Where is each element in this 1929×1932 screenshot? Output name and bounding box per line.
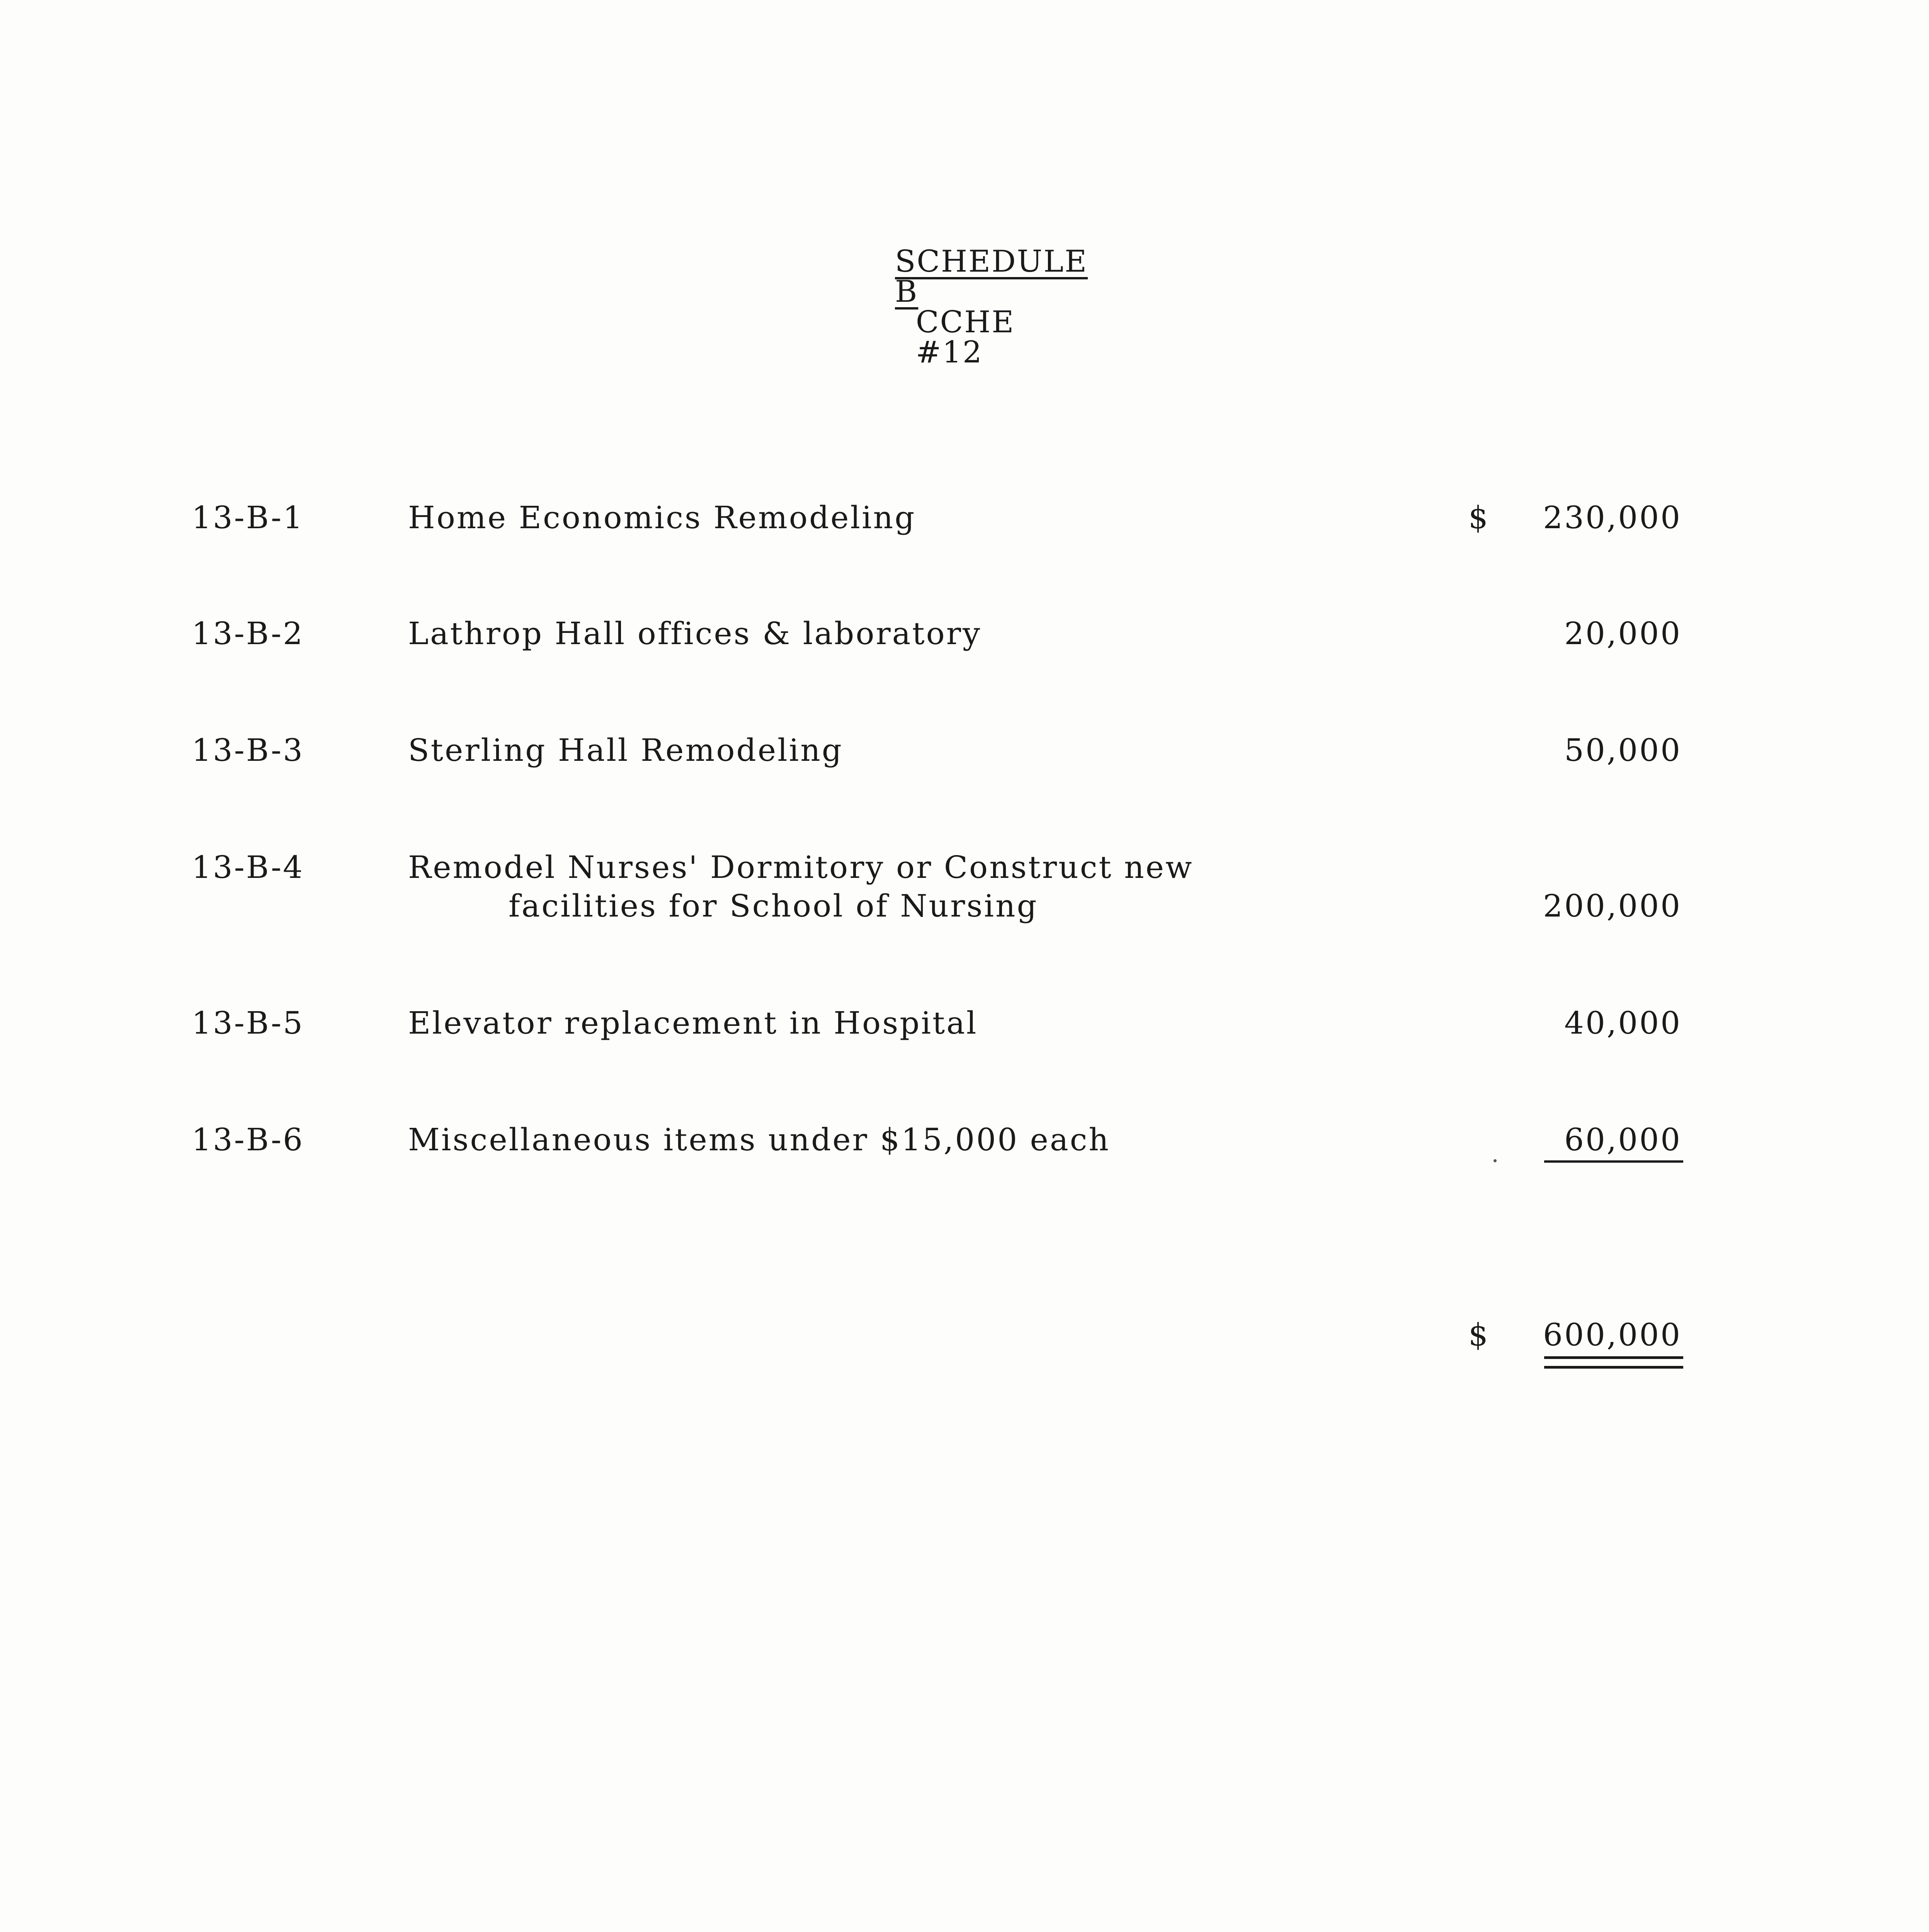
item-amount: 40,000 [1564,1005,1682,1041]
list-item [0,848,1929,941]
item-description: Home Economics Remodeling [408,500,916,536]
item-amount: 20,000 [1564,616,1682,651]
item-amount: 230,000 [1543,500,1682,536]
subtotal-rule [1544,1160,1683,1163]
item-description [408,848,1193,925]
list-item [0,614,1929,692]
list-item [0,498,1929,576]
item-code: 13-B-6 [192,1122,304,1158]
item-code: 13-B-5 [192,1005,304,1041]
item-description: Miscellaneous items under $15,000 each [408,1122,1110,1158]
item-code: 13-B-4 [192,849,304,885]
item-description: Lathrop Hall offices & laboratory [408,616,982,651]
item-amount: 60,000 [1564,1122,1682,1158]
item-currency: $ [1468,500,1490,536]
scan-speck [1494,1159,1497,1162]
total-double-rule-top [1544,1356,1683,1359]
total-amount: 600,000 [1543,1317,1682,1353]
item-amount: 200,000 [1543,888,1682,924]
document-subtitle: CCHE #12 [916,305,1015,370]
item-code: 13-B-3 [192,732,304,768]
list-item [0,1004,1929,1081]
item-code: 13-B-1 [192,500,304,536]
item-description: Sterling Hall Remodeling [408,732,843,768]
total-double-rule-bottom [1544,1366,1683,1369]
item-code: 13-B-2 [192,616,304,651]
list-item [0,731,1929,808]
item-description: Elevator replacement in Hospital [408,1005,978,1041]
item-description-line1: Remodel Nurses' Dormitory or Construct new [408,849,1194,885]
list-item [0,1121,1929,1198]
item-amount: 50,000 [1564,732,1682,768]
item-description-line2: facilities for School of Nursing [509,888,1038,924]
schedule-title: SCHEDULE B [895,244,1088,309]
total-currency: $ [1468,1317,1490,1353]
